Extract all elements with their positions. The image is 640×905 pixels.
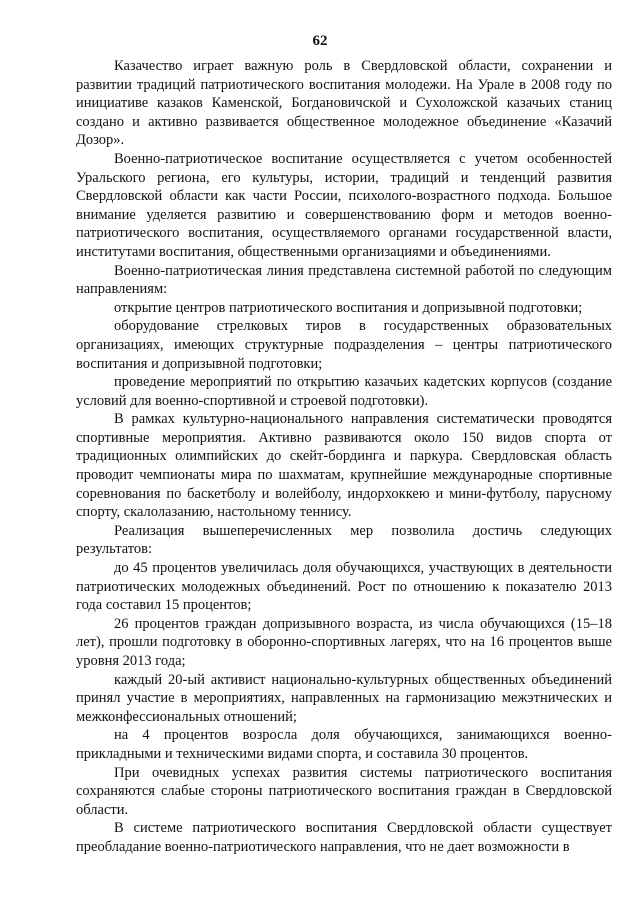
paragraph-results-intro: Реализация вышеперечисленных мер позволила достичь следующих результатов: <box>76 522 612 558</box>
result-item-26-percent: 26 процентов граждан допризывного возраста, из числа обучающихся (15–18 лет), прошли подготовку в оборонно-спортивных лагерях, что на 16 процентов выше уровня 2013 года; <box>76 615 612 669</box>
paragraph-military-patriotic-education: Военно-патриотическое воспитание осуществляется с учетом особенностей Уральского региона, его культуры, истории, традиций и тенденций развития Свердловской области как части России, психолого-возрастного подхода. Большое внимание уделяется развитию и совершенствованию форм и методов военно-патриотического воспитания, осуществляемого органами государственной власти, институтами воспитания, общественными организациями и объединениями. <box>76 150 612 260</box>
paragraph-directions-intro: Военно-патриотическая линия представлена системной работой по следующим направлениям: <box>76 262 612 298</box>
result-item-4-percent: на 4 процентов возросла доля обучающихся, занимающихся военно-прикладными и техническими видами спорта, и составила 30 процентов. <box>76 727 612 762</box>
paragraph-system-imbalance: В системе патриотического воспитания Свердловской области существует преобладание военно-патриотического направления, что не дает возможности в <box>76 820 612 855</box>
page-number: 62 <box>312 33 328 49</box>
list-item-cadet-corps: проведение мероприятий по открытию казачьих кадетских корпусов (создание условий для военно-спортивной и строевой подготовки). <box>76 374 612 409</box>
list-item-shooting-ranges: оборудование стрелковых тиров в государственных образовательных организациях, имеющих структурные подразделения – центры патриотического воспитания и допризывной подготовки; <box>76 318 612 372</box>
list-item-centers: открытие центров патриотического воспитания и допризывной подготовки; <box>114 299 583 316</box>
body-text <box>76 57 612 857</box>
paragraph-sports: В рамках культурно-национального направления систематически проводятся спортивные мероприятия. Активно развиваются около 150 видов спорта от традиционных олимпийских до скейт-бординга и паркура. Свердловская область проводит чемпионаты мира по шахматам, крупнейшие международные спортивные соревнования по баскетболу и волейболу, индорхоккею и мини-футболу, парусному спорту, скалолазанию, настольному теннису. <box>76 411 612 521</box>
result-item-20th-activist: каждый 20-ый активист национально-культурных общественных объединений принял участие в мероприятиях, направленных на гармонизацию межэтнических и межконфессиональных отношений; <box>76 671 612 725</box>
paragraph-cossacks: Казачество играет важную роль в Свердловской области, сохранении и развитии традиций патриотического воспитания молодежи. На Урале в 2008 году по инициативе казаков Каменской, Богдановичской и Сухоложской казачьих станиц создано и активно развивается общественное молодежное объединение «Казачий Дозор». <box>76 58 612 149</box>
result-item-45-percent: до 45 процентов увеличилась доля обучающихся, участвующих в деятельности патриотических молодежных объединений. Рост по отношению к показателю 2013 года составил 15 процентов; <box>76 560 612 614</box>
paragraph-weaknesses: При очевидных успехах развития системы патриотического воспитания сохраняются слабые стороны патриотического воспитания граждан в Свердловской области. <box>76 764 612 818</box>
